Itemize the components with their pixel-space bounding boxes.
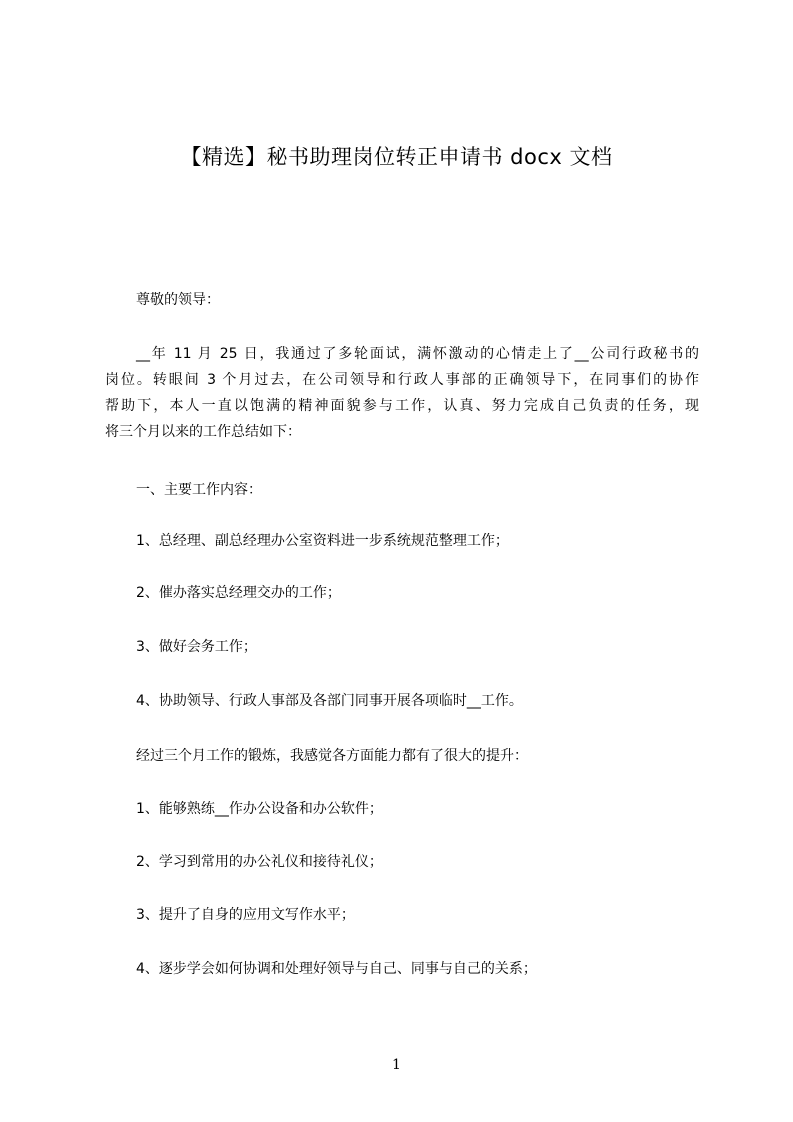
- work-item-4: 4、协助领导、行政人事部及各部门同事开展各项临时__工作。: [136, 693, 523, 709]
- summary-line: 经过三个月工作的锻炼，我感觉各方面能力都有了很大的提升：: [136, 748, 528, 764]
- work-item-1: 1、总经理、副总经理办公室资料进一步系统规范整理工作；: [136, 533, 509, 549]
- section-heading-main-work: 一、主要工作内容：: [136, 482, 262, 498]
- intro-paragraph: [105, 342, 699, 444]
- improvement-item-1: 1、能够熟练__作办公设备和办公软件；: [136, 801, 383, 817]
- work-item-2: 2、催办落实总经理交办的工作；: [136, 585, 341, 601]
- intro-line-4: 将三个月以来的工作总结如下：: [105, 424, 301, 440]
- page-number: 1: [392, 1057, 401, 1073]
- intro-line-3: 帮助下，本人一直以饱满的精神面貌参与工作，认真、努力完成自己负责的任务，现: [105, 398, 699, 414]
- document-title: 【精选】秘书助理岗位转正申请书 docx 文档: [180, 145, 613, 169]
- improvement-item-2: 2、学习到常用的办公礼仪和接待礼仪；: [136, 854, 383, 870]
- intro-line-1: __年 11 月 25 日，我通过了多轮面试，满怀激动的心情走上了__公司行政秘书的: [136, 346, 699, 362]
- salutation: 尊敬的领导：: [136, 292, 220, 308]
- improvement-item-3: 3、提升了自身的应用文写作水平；: [136, 907, 355, 923]
- work-item-3: 3、做好会务工作；: [136, 639, 257, 655]
- intro-line-2: 岗位。转眼间 3 个月过去，在公司领导和行政人事部的正确领导下，在同事们的协作: [105, 372, 699, 388]
- improvement-item-4: 4、逐步学会如何协调和处理好领导与自己、同事与自己的关系；: [136, 961, 537, 977]
